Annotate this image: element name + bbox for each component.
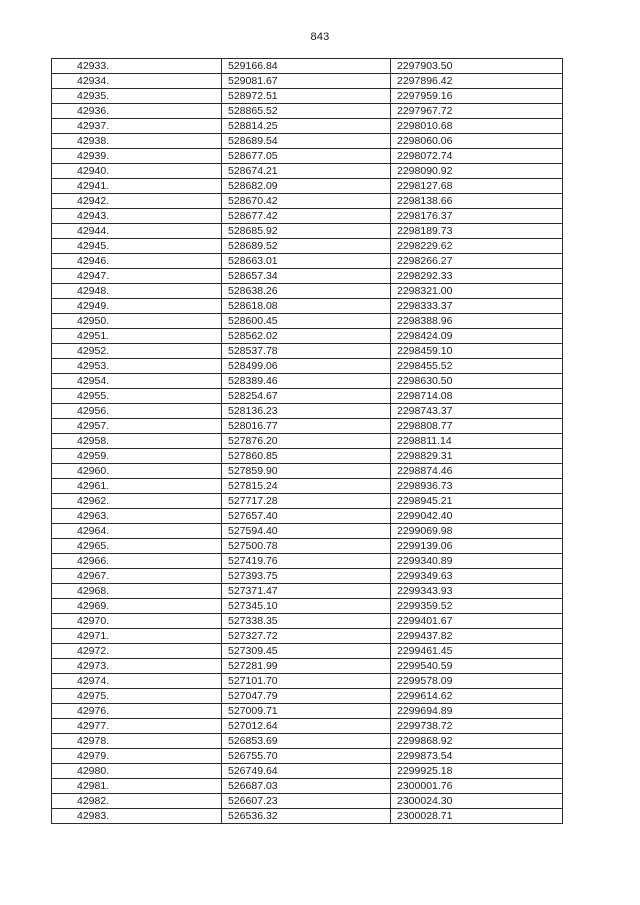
x-coordinate-cell: 526607.23 [222, 794, 391, 809]
x-coordinate-cell: 526687.03 [222, 779, 391, 794]
x-coordinate-cell: 528663.01 [222, 254, 391, 269]
y-coordinate-cell: 2298333.37 [391, 299, 563, 314]
table-row [52, 554, 563, 569]
x-coordinate-cell: 528677.42 [222, 209, 391, 224]
point-number-cell: 42948. [52, 284, 222, 299]
table-row [52, 614, 563, 629]
table-row [52, 164, 563, 179]
y-coordinate-cell: 2298060.06 [391, 134, 563, 149]
y-coordinate-cell: 2297896.42 [391, 74, 563, 89]
table-row [52, 494, 563, 509]
table-row [52, 284, 563, 299]
x-coordinate-cell: 528657.34 [222, 269, 391, 284]
point-number-cell: 42933. [52, 59, 222, 74]
x-coordinate-cell: 527047.79 [222, 689, 391, 704]
y-coordinate-cell: 2298321.00 [391, 284, 563, 299]
y-coordinate-cell: 2299359.52 [391, 599, 563, 614]
table-row [52, 194, 563, 209]
y-coordinate-cell: 2298090.92 [391, 164, 563, 179]
x-coordinate-cell: 527345.10 [222, 599, 391, 614]
y-coordinate-cell: 2299461.45 [391, 644, 563, 659]
table-row [52, 179, 563, 194]
point-number-cell: 42936. [52, 104, 222, 119]
table-row [52, 584, 563, 599]
table-row [52, 59, 563, 74]
y-coordinate-cell: 2299925.18 [391, 764, 563, 779]
x-coordinate-cell: 528389.46 [222, 374, 391, 389]
y-coordinate-cell: 2298176.37 [391, 209, 563, 224]
x-coordinate-cell: 528499.06 [222, 359, 391, 374]
x-coordinate-cell: 527393.75 [222, 569, 391, 584]
table-row [52, 89, 563, 104]
x-coordinate-cell: 528618.08 [222, 299, 391, 314]
page-number: 843 [310, 31, 330, 43]
table-row [52, 299, 563, 314]
x-coordinate-cell: 528537.78 [222, 344, 391, 359]
x-coordinate-cell: 527309.45 [222, 644, 391, 659]
table-row [52, 524, 563, 539]
point-number-cell: 42941. [52, 179, 222, 194]
x-coordinate-cell: 528689.52 [222, 239, 391, 254]
point-number-cell: 42958. [52, 434, 222, 449]
y-coordinate-cell: 2300028.71 [391, 809, 563, 824]
x-coordinate-cell: 528670.42 [222, 194, 391, 209]
table-row [52, 269, 563, 284]
point-number-cell: 42954. [52, 374, 222, 389]
y-coordinate-cell: 2298292.33 [391, 269, 563, 284]
y-coordinate-cell: 2298874.46 [391, 464, 563, 479]
x-coordinate-cell: 527009.71 [222, 704, 391, 719]
table-row [52, 569, 563, 584]
point-number-cell: 42964. [52, 524, 222, 539]
y-coordinate-cell: 2297903.50 [391, 59, 563, 74]
table-row [52, 209, 563, 224]
x-coordinate-cell: 528677.05 [222, 149, 391, 164]
point-number-cell: 42979. [52, 749, 222, 764]
point-number-cell: 42967. [52, 569, 222, 584]
table-row [52, 389, 563, 404]
table-row [52, 689, 563, 704]
point-number-cell: 42981. [52, 779, 222, 794]
point-number-cell: 42942. [52, 194, 222, 209]
x-coordinate-cell: 527860.85 [222, 449, 391, 464]
x-coordinate-cell: 528254.67 [222, 389, 391, 404]
y-coordinate-cell: 2298829.31 [391, 449, 563, 464]
x-coordinate-cell: 527876.20 [222, 434, 391, 449]
y-coordinate-cell: 2298229.62 [391, 239, 563, 254]
point-number-cell: 42959. [52, 449, 222, 464]
table-row [52, 749, 563, 764]
table-row [52, 374, 563, 389]
point-number-cell: 42940. [52, 164, 222, 179]
x-coordinate-cell: 528682.09 [222, 179, 391, 194]
x-coordinate-cell: 528972.51 [222, 89, 391, 104]
coordinates-table [51, 58, 563, 824]
point-number-cell: 42962. [52, 494, 222, 509]
point-number-cell: 42974. [52, 674, 222, 689]
point-number-cell: 42969. [52, 599, 222, 614]
x-coordinate-cell: 527500.78 [222, 539, 391, 554]
x-coordinate-cell: 529166.84 [222, 59, 391, 74]
table-row [52, 119, 563, 134]
y-coordinate-cell: 2299540.59 [391, 659, 563, 674]
y-coordinate-cell: 2298455.52 [391, 359, 563, 374]
point-number-cell: 42955. [52, 389, 222, 404]
point-number-cell: 42956. [52, 404, 222, 419]
point-number-cell: 42950. [52, 314, 222, 329]
table-row [52, 659, 563, 674]
x-coordinate-cell: 527594.40 [222, 524, 391, 539]
y-coordinate-cell: 2299042.40 [391, 509, 563, 524]
table-row [52, 764, 563, 779]
table-row [52, 74, 563, 89]
x-coordinate-cell: 527281.99 [222, 659, 391, 674]
table-row [52, 149, 563, 164]
point-number-cell: 42965. [52, 539, 222, 554]
point-number-cell: 42946. [52, 254, 222, 269]
table-row [52, 239, 563, 254]
table-row [52, 779, 563, 794]
point-number-cell: 42952. [52, 344, 222, 359]
x-coordinate-cell: 528638.26 [222, 284, 391, 299]
point-number-cell: 42978. [52, 734, 222, 749]
x-coordinate-cell: 528600.45 [222, 314, 391, 329]
x-coordinate-cell: 527012.64 [222, 719, 391, 734]
y-coordinate-cell: 2299401.67 [391, 614, 563, 629]
point-number-cell: 42953. [52, 359, 222, 374]
point-number-cell: 42951. [52, 329, 222, 344]
y-coordinate-cell: 2299139.06 [391, 539, 563, 554]
y-coordinate-cell: 2298189.73 [391, 224, 563, 239]
point-number-cell: 42934. [52, 74, 222, 89]
x-coordinate-cell: 528685.92 [222, 224, 391, 239]
x-coordinate-cell: 527419.76 [222, 554, 391, 569]
x-coordinate-cell: 526755.70 [222, 749, 391, 764]
table-row [52, 449, 563, 464]
table-row [52, 134, 563, 149]
point-number-cell: 42960. [52, 464, 222, 479]
y-coordinate-cell: 2299868.92 [391, 734, 563, 749]
point-number-cell: 42983. [52, 809, 222, 824]
point-number-cell: 42982. [52, 794, 222, 809]
table-row [52, 704, 563, 719]
y-coordinate-cell: 2298811.14 [391, 434, 563, 449]
point-number-cell: 42975. [52, 689, 222, 704]
y-coordinate-cell: 2298945.21 [391, 494, 563, 509]
x-coordinate-cell: 528136.23 [222, 404, 391, 419]
y-coordinate-cell: 2298266.27 [391, 254, 563, 269]
y-coordinate-cell: 2298138.66 [391, 194, 563, 209]
point-number-cell: 42943. [52, 209, 222, 224]
y-coordinate-cell: 2299069.98 [391, 524, 563, 539]
x-coordinate-cell: 526853.69 [222, 734, 391, 749]
y-coordinate-cell: 2297967.72 [391, 104, 563, 119]
point-number-cell: 42976. [52, 704, 222, 719]
x-coordinate-cell: 528814.25 [222, 119, 391, 134]
point-number-cell: 42949. [52, 299, 222, 314]
y-coordinate-cell: 2299343.93 [391, 584, 563, 599]
y-coordinate-cell: 2299578.09 [391, 674, 563, 689]
x-coordinate-cell: 527338.35 [222, 614, 391, 629]
point-number-cell: 42970. [52, 614, 222, 629]
y-coordinate-cell: 2298714.08 [391, 389, 563, 404]
y-coordinate-cell: 2299738.72 [391, 719, 563, 734]
table-row [52, 314, 563, 329]
point-number-cell: 42939. [52, 149, 222, 164]
x-coordinate-cell: 527327.72 [222, 629, 391, 644]
x-coordinate-cell: 526749.64 [222, 764, 391, 779]
point-number-cell: 42980. [52, 764, 222, 779]
table-row [52, 434, 563, 449]
table-row [52, 809, 563, 824]
y-coordinate-cell: 2298936.73 [391, 479, 563, 494]
point-number-cell: 42971. [52, 629, 222, 644]
point-number-cell: 42973. [52, 659, 222, 674]
table-row [52, 734, 563, 749]
point-number-cell: 42961. [52, 479, 222, 494]
x-coordinate-cell: 529081.67 [222, 74, 391, 89]
x-coordinate-cell: 527815.24 [222, 479, 391, 494]
x-coordinate-cell: 528016.77 [222, 419, 391, 434]
point-number-cell: 42966. [52, 554, 222, 569]
x-coordinate-cell: 528562.02 [222, 329, 391, 344]
point-number-cell: 42937. [52, 119, 222, 134]
y-coordinate-cell: 2300024.30 [391, 794, 563, 809]
y-coordinate-cell: 2299340.89 [391, 554, 563, 569]
table-row [52, 359, 563, 374]
y-coordinate-cell: 2298424.09 [391, 329, 563, 344]
y-coordinate-cell: 2300001.76 [391, 779, 563, 794]
table-row [52, 224, 563, 239]
table-row [52, 629, 563, 644]
table-row [52, 644, 563, 659]
table-row [52, 329, 563, 344]
table-row [52, 794, 563, 809]
y-coordinate-cell: 2299614.62 [391, 689, 563, 704]
y-coordinate-cell: 2299349.63 [391, 569, 563, 584]
table-body [52, 59, 563, 824]
y-coordinate-cell: 2298388.96 [391, 314, 563, 329]
point-number-cell: 42947. [52, 269, 222, 284]
x-coordinate-cell: 528689.54 [222, 134, 391, 149]
y-coordinate-cell: 2298630.50 [391, 374, 563, 389]
table-row [52, 674, 563, 689]
table-row [52, 344, 563, 359]
point-number-cell: 42945. [52, 239, 222, 254]
y-coordinate-cell: 2299694.89 [391, 704, 563, 719]
y-coordinate-cell: 2298127.68 [391, 179, 563, 194]
y-coordinate-cell: 2298743.37 [391, 404, 563, 419]
y-coordinate-cell: 2299873.54 [391, 749, 563, 764]
x-coordinate-cell: 527657.40 [222, 509, 391, 524]
point-number-cell: 42968. [52, 584, 222, 599]
x-coordinate-cell: 528674.21 [222, 164, 391, 179]
table-row [52, 719, 563, 734]
table-row [52, 404, 563, 419]
table-row [52, 104, 563, 119]
table-row [52, 509, 563, 524]
y-coordinate-cell: 2298459.10 [391, 344, 563, 359]
table-row [52, 479, 563, 494]
x-coordinate-cell: 527101.70 [222, 674, 391, 689]
point-number-cell: 42944. [52, 224, 222, 239]
x-coordinate-cell: 527859.90 [222, 464, 391, 479]
point-number-cell: 42972. [52, 644, 222, 659]
point-number-cell: 42963. [52, 509, 222, 524]
point-number-cell: 42938. [52, 134, 222, 149]
x-coordinate-cell: 527371.47 [222, 584, 391, 599]
y-coordinate-cell: 2299437.82 [391, 629, 563, 644]
point-number-cell: 42977. [52, 719, 222, 734]
y-coordinate-cell: 2298072.74 [391, 149, 563, 164]
x-coordinate-cell: 527717.28 [222, 494, 391, 509]
y-coordinate-cell: 2298010.68 [391, 119, 563, 134]
table-row [52, 464, 563, 479]
point-number-cell: 42957. [52, 419, 222, 434]
x-coordinate-cell: 526536.32 [222, 809, 391, 824]
table-row [52, 599, 563, 614]
table-row [52, 254, 563, 269]
x-coordinate-cell: 528865.52 [222, 104, 391, 119]
y-coordinate-cell: 2298808.77 [391, 419, 563, 434]
point-number-cell: 42935. [52, 89, 222, 104]
y-coordinate-cell: 2297959.16 [391, 89, 563, 104]
table-row [52, 539, 563, 554]
table-row [52, 419, 563, 434]
